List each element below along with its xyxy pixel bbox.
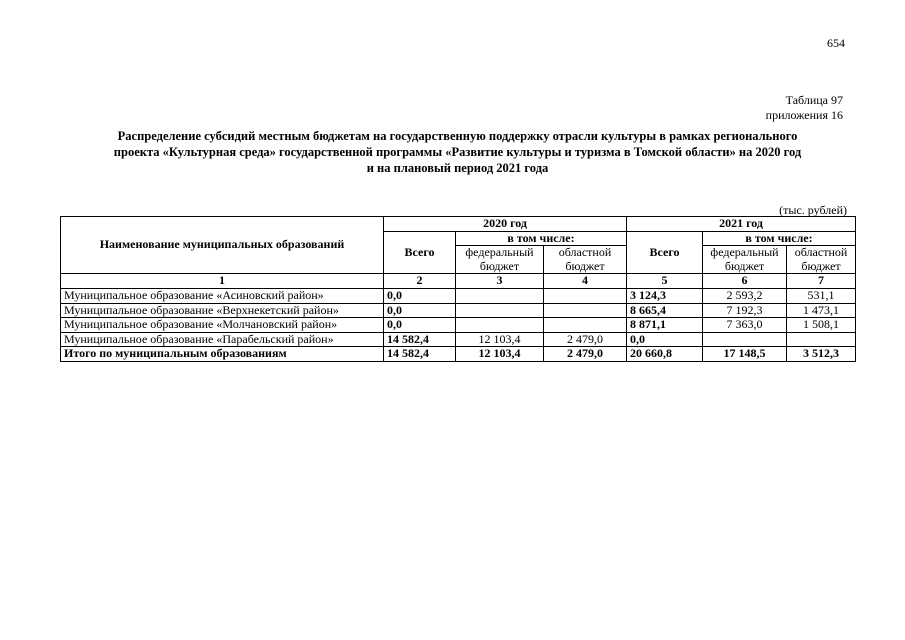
title-line-1: Распределение субсидий местным бюджетам на государственную поддержку отрасли культуры в рамках регионального: [117, 129, 798, 143]
row-regional-2020: [544, 318, 627, 333]
units-label: (тыс. рублей): [779, 203, 847, 217]
col-num-5: 5: [627, 274, 703, 289]
header-total-2020: Всего: [384, 231, 456, 274]
row-federal-2021: 7 192,3: [703, 303, 787, 318]
row-regional-2021: [787, 332, 856, 347]
header-regional-2021: областной бюджет: [787, 246, 856, 274]
total-row: [61, 347, 856, 362]
document-title: [60, 128, 855, 176]
row-federal-2021: [703, 332, 787, 347]
total-row-regional-2021: 3 512,3: [787, 347, 856, 362]
col-num-4: 4: [544, 274, 627, 289]
title-line-2: проекта «Культурная среда» государственной программы «Развитие культуры и туризма в Томской области» на 2020 год: [113, 145, 802, 159]
row-regional-2020: [544, 303, 627, 318]
total-row-name: Итого по муниципальным образованиям: [61, 347, 384, 362]
table-reference-appendix: приложения 16: [765, 108, 843, 122]
row-total-2020: 0,0: [384, 318, 456, 333]
header-row-years: [61, 217, 856, 232]
header-year-2020: 2020 год: [384, 217, 627, 232]
table-row: [61, 318, 856, 333]
title-line-3: и на плановый период 2021 года: [366, 161, 549, 175]
subsidy-table: [60, 216, 856, 362]
header-federal-2021: федеральный бюджет: [703, 246, 787, 274]
col-num-6: 6: [703, 274, 787, 289]
row-regional-2020: [544, 288, 627, 303]
col-num-1: 1: [61, 274, 384, 289]
header-total-2021: Всего: [627, 231, 703, 274]
header-incl-2021: в том числе:: [703, 231, 856, 246]
header-federal-2020: федеральный бюджет: [456, 246, 544, 274]
row-federal-2020: [456, 318, 544, 333]
row-regional-2021: 531,1: [787, 288, 856, 303]
total-row-total-2021: 20 660,8: [627, 347, 703, 362]
row-regional-2021: 1 508,1: [787, 318, 856, 333]
header-year-2021: 2021 год: [627, 217, 856, 232]
table-reference: [766, 93, 843, 123]
row-regional-2020: 2 479,0: [544, 332, 627, 347]
table-reference-number: Таблица 97: [785, 93, 843, 107]
table-row: [61, 303, 856, 318]
row-total-2020: 0,0: [384, 303, 456, 318]
col-num-2: 2: [384, 274, 456, 289]
row-federal-2020: [456, 288, 544, 303]
table-row: [61, 288, 856, 303]
row-total-2021: 8 665,4: [627, 303, 703, 318]
row-federal-2021: 2 593,2: [703, 288, 787, 303]
column-number-row: [61, 274, 856, 289]
row-name: Муниципальное образование «Парабельский район»: [61, 332, 384, 347]
row-total-2020: 14 582,4: [384, 332, 456, 347]
row-name: Муниципальное образование «Молчановский район»: [61, 318, 384, 333]
row-name: Муниципальное образование «Асиновский район»: [61, 288, 384, 303]
total-row-total-2020: 14 582,4: [384, 347, 456, 362]
header-name-column: Наименование муниципальных образований: [61, 217, 384, 274]
row-name: Муниципальное образование «Верхнекетский район»: [61, 303, 384, 318]
header-regional-2020: областной бюджет: [544, 246, 627, 274]
col-num-3: 3: [456, 274, 544, 289]
total-row-federal-2021: 17 148,5: [703, 347, 787, 362]
row-federal-2020: [456, 303, 544, 318]
total-row-regional-2020: 2 479,0: [544, 347, 627, 362]
row-total-2021: 8 871,1: [627, 318, 703, 333]
page-number: 654: [827, 36, 845, 50]
row-federal-2021: 7 363,0: [703, 318, 787, 333]
col-num-7: 7: [787, 274, 856, 289]
table-row: [61, 332, 856, 347]
row-federal-2020: 12 103,4: [456, 332, 544, 347]
row-total-2020: 0,0: [384, 288, 456, 303]
row-total-2021: 3 124,3: [627, 288, 703, 303]
row-total-2021: 0,0: [627, 332, 703, 347]
row-regional-2021: 1 473,1: [787, 303, 856, 318]
header-incl-2020: в том числе:: [456, 231, 627, 246]
total-row-federal-2020: 12 103,4: [456, 347, 544, 362]
